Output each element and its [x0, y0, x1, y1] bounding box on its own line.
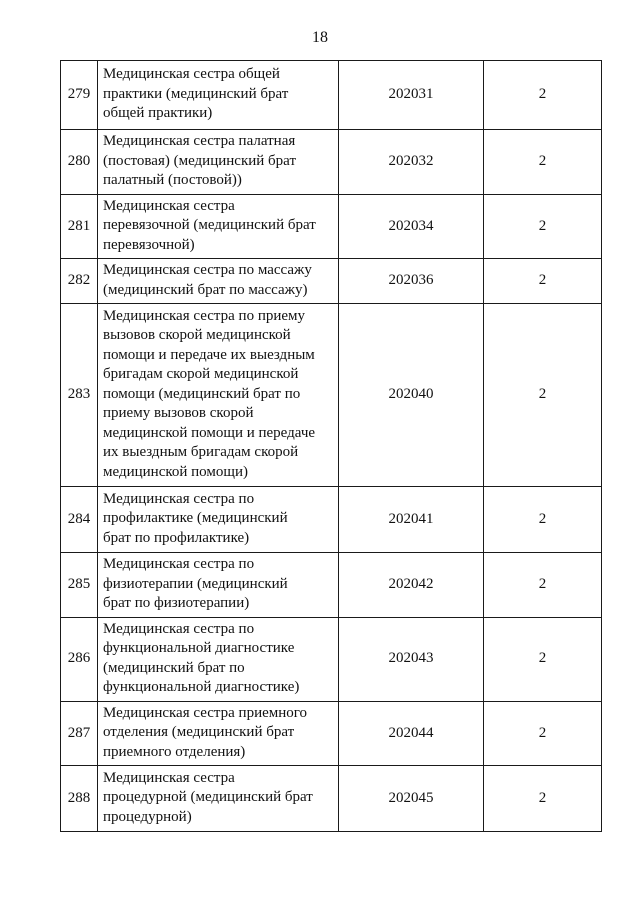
name-line: функциональной диагностике): [103, 679, 300, 695]
name-line: помощи и передаче их выездным: [103, 346, 315, 363]
qualification-level: 2: [484, 259, 602, 304]
name-line: профилактике (медицинский: [103, 510, 288, 527]
profession-name: [98, 61, 339, 130]
name-line: физиотерапии (медицинский: [103, 575, 288, 592]
profession-code: 202045: [339, 766, 484, 832]
profession-name: [98, 487, 339, 553]
profession-code: 202041: [339, 487, 484, 553]
profession-code: 202032: [339, 130, 484, 195]
name-line: (постовая) (медицинский брат: [103, 152, 296, 169]
name-line: брат по профилактике): [103, 529, 250, 546]
table-row: [61, 553, 602, 618]
name-line: медицинской помощи и передаче: [103, 424, 316, 441]
qualification-level: 2: [484, 194, 602, 259]
table-row: [61, 194, 602, 259]
qualification-level: 2: [484, 61, 602, 130]
table-row: [61, 487, 602, 553]
profession-code: 202040: [339, 304, 484, 487]
name-line: помощи (медицинский брат по: [103, 385, 301, 402]
profession-code: 202043: [339, 617, 484, 701]
profession-name: [98, 701, 339, 766]
row-number: 287: [61, 701, 98, 766]
name-line: бригадам скорой медицинской: [103, 366, 299, 383]
profession-code: 202042: [339, 553, 484, 618]
name-line: медицинской помощи): [103, 463, 248, 480]
table-row: [61, 61, 602, 130]
name-line: брат по физиотерапии): [103, 595, 250, 611]
profession-code: 202044: [339, 701, 484, 766]
name-line: процедурной (медицинский брат: [103, 789, 313, 806]
name-line: вызовов скорой медицинской: [103, 327, 291, 344]
row-number: 280: [61, 130, 98, 195]
table-row: [61, 259, 602, 304]
profession-name: [98, 194, 339, 259]
table-row: [61, 766, 602, 832]
name-line: процедурной): [103, 808, 192, 825]
table-body: [61, 61, 602, 832]
profession-code: 202034: [339, 194, 484, 259]
row-number: 284: [61, 487, 98, 553]
qualification-level: 2: [484, 553, 602, 618]
name-line: Медицинская сестра: [103, 197, 235, 214]
name-line: Медицинская сестра приемного: [103, 704, 308, 721]
profession-name: [98, 130, 339, 195]
row-number: 285: [61, 553, 98, 618]
table-row: [61, 617, 602, 701]
name-line: Медицинская сестра палатная: [103, 133, 296, 149]
name-line: палатный (постовой)): [103, 172, 242, 188]
name-line: перевязочной): [103, 236, 195, 253]
name-line: Медицинская сестра по: [103, 556, 255, 572]
name-line: Медицинская сестра: [103, 769, 235, 786]
table-row: [61, 701, 602, 766]
name-line: функциональной диагностике: [103, 640, 295, 656]
name-line: их выездным бригадам скорой: [103, 444, 299, 461]
profession-name: [98, 553, 339, 618]
page-number: 18: [312, 29, 328, 46]
profession-name: [98, 259, 339, 304]
profession-code: 202036: [339, 259, 484, 304]
table-row: [61, 130, 602, 195]
name-line: практики (медицинский брат: [103, 85, 289, 102]
row-number: 283: [61, 304, 98, 487]
name-line: приему вызовов скорой: [103, 405, 254, 422]
name-line: Медицинская сестра по: [103, 490, 255, 507]
qualification-level: 2: [484, 130, 602, 195]
profession-table: [60, 60, 602, 832]
row-number: 286: [61, 617, 98, 701]
row-number: 279: [61, 61, 98, 130]
qualification-level: 2: [484, 304, 602, 487]
name-line: приемного отделения): [103, 743, 246, 760]
name-line: Медицинская сестра по приему: [103, 307, 306, 324]
qualification-level: 2: [484, 701, 602, 766]
qualification-level: 2: [484, 487, 602, 553]
name-line: общей практики): [103, 105, 213, 122]
name-line: Медицинская сестра по: [103, 620, 255, 637]
profession-code: 202031: [339, 61, 484, 130]
profession-name: [98, 766, 339, 832]
profession-name: [98, 304, 339, 487]
table-row: [61, 304, 602, 487]
name-line: Медицинская сестра по массажу: [103, 262, 312, 278]
qualification-level: 2: [484, 766, 602, 832]
name-line: отделения (медицинский брат: [103, 724, 295, 740]
row-number: 288: [61, 766, 98, 832]
row-number: 282: [61, 259, 98, 304]
name-line: перевязочной (медицинский брат: [103, 217, 316, 233]
name-line: (медицинский брат по массажу): [103, 281, 308, 298]
qualification-level: 2: [484, 617, 602, 701]
name-line: Медицинская сестра общей: [103, 66, 280, 83]
profession-name: [98, 617, 339, 701]
row-number: 281: [61, 194, 98, 259]
name-line: (медицинский брат по: [103, 659, 245, 676]
